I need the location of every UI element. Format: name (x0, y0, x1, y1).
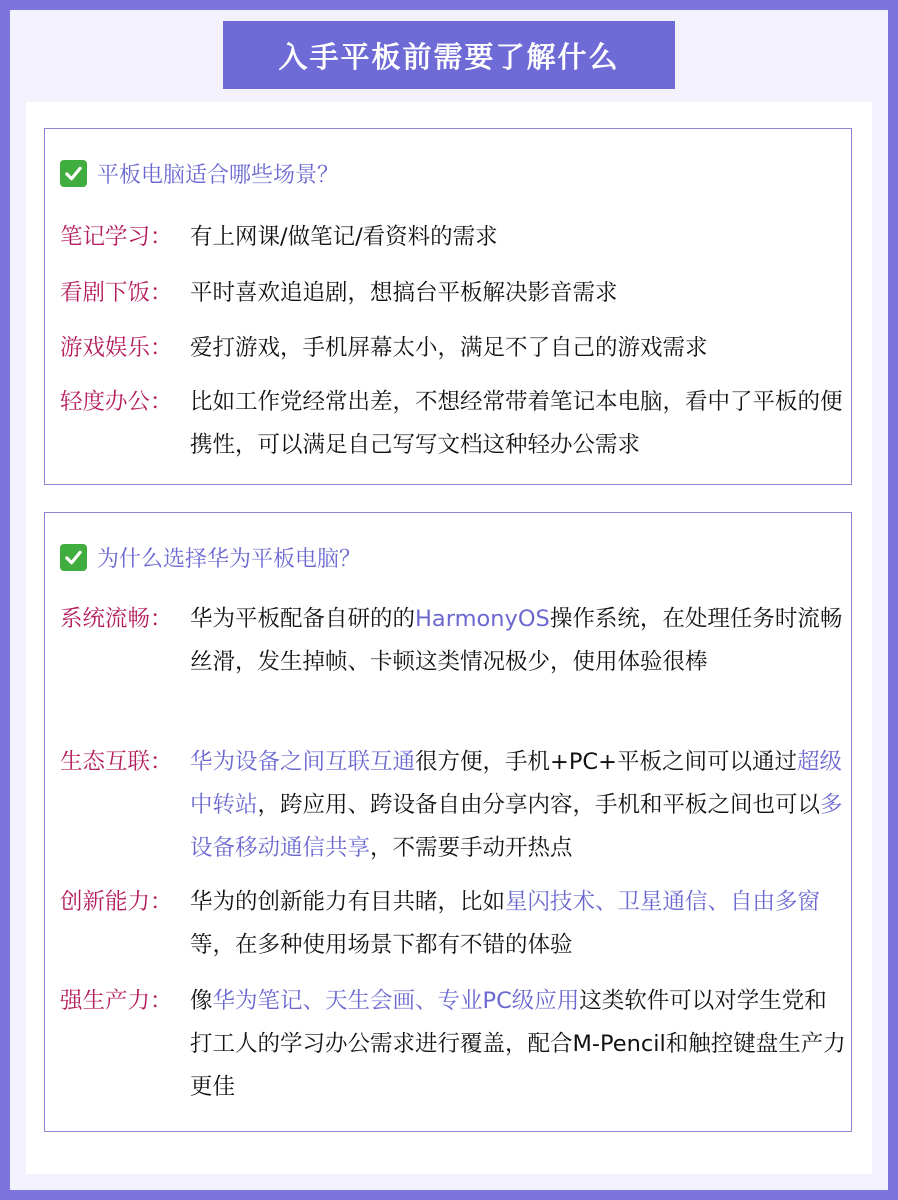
reason-text-part: 操作系统，在处理任务时流畅丝滑，发生掉帧、卡顿这类情况极少，使用体验很棒 (190, 606, 843, 675)
scenarios-heading (60, 158, 339, 189)
reason-text-part: 这类软件可以对学生党和打工人的学习办公需求进行覆盖，配合M-Pencil和触控键盘生产力更佳 (190, 988, 846, 1100)
reason-text-part: 等，在多种使用场景下都有不错的体验 (190, 932, 573, 958)
reason-highlight: 多设备移动通信共享 (190, 792, 843, 861)
reason-text-part: 华为平板配备自研的的 (190, 606, 416, 632)
page-title: 入手平板前需要了解什么 (278, 39, 620, 74)
reason-item (60, 598, 848, 684)
reason-label: 系统流畅： (60, 606, 173, 632)
reason-item (60, 980, 848, 1109)
scenario-label: 笔记学习： (60, 224, 173, 250)
reasons-heading-text: 为什么选择华为平板电脑？ (97, 547, 362, 572)
reason-label: 强生产力： (60, 988, 173, 1014)
check-mark-icon (60, 544, 87, 571)
reason-text-part: 像 (190, 988, 213, 1014)
reason-text (190, 598, 848, 684)
reason-label: 创新能力： (60, 889, 173, 915)
check-mark-icon (60, 160, 87, 187)
scenario-item (60, 327, 848, 370)
reason-highlight: 星闪技术、卫星通信、自由多窗 (505, 889, 821, 915)
reason-item (60, 881, 848, 967)
reason-text-part: 华为的创新能力有目共睹，比如 (190, 889, 506, 915)
scenario-item (60, 381, 848, 467)
scenario-text: 平时喜欢追追剧，想搞台平板解决影音需求 (190, 280, 618, 306)
scenario-label: 看剧下饭： (60, 280, 173, 306)
reason-text (190, 741, 848, 870)
reason-text-part: ，不需要手动开热点 (370, 835, 573, 861)
reason-text-part: 很方便，手机+PC+平板之间可以通过 (415, 749, 797, 775)
reason-highlight: 华为笔记、天生会画、专业PC级应用 (212, 988, 580, 1014)
reason-label: 生态互联： (60, 749, 173, 775)
scenario-label: 游戏娱乐： (60, 335, 173, 361)
reason-highlight: HarmonyOS (415, 606, 550, 632)
scenario-label: 轻度办公： (60, 389, 173, 415)
reason-text (190, 881, 848, 967)
title-banner (223, 21, 675, 89)
reason-highlight: 超级中转站 (190, 749, 843, 818)
reasons-heading (60, 542, 361, 573)
reason-text-part: ，跨应用、跨设备自由分享内容，手机和平板之间也可以 (257, 792, 821, 818)
scenario-item (60, 216, 848, 259)
reason-item (60, 741, 848, 870)
scenario-text: 有上网课/做笔记/看资料的需求 (190, 224, 498, 250)
scenario-text: 比如工作党经常出差，不想经常带着笔记本电脑，看中了平板的便携性，可以满足自己写写文档这种轻办公需求 (190, 389, 843, 458)
reason-text (190, 980, 848, 1109)
scenarios-heading-text: 平板电脑适合哪些场景？ (97, 163, 340, 188)
scenario-item (60, 272, 848, 315)
reason-highlight: 华为设备之间互联互通 (190, 749, 416, 775)
scenario-text: 爱打游戏，手机屏幕太小，满足不了自己的游戏需求 (190, 335, 708, 361)
